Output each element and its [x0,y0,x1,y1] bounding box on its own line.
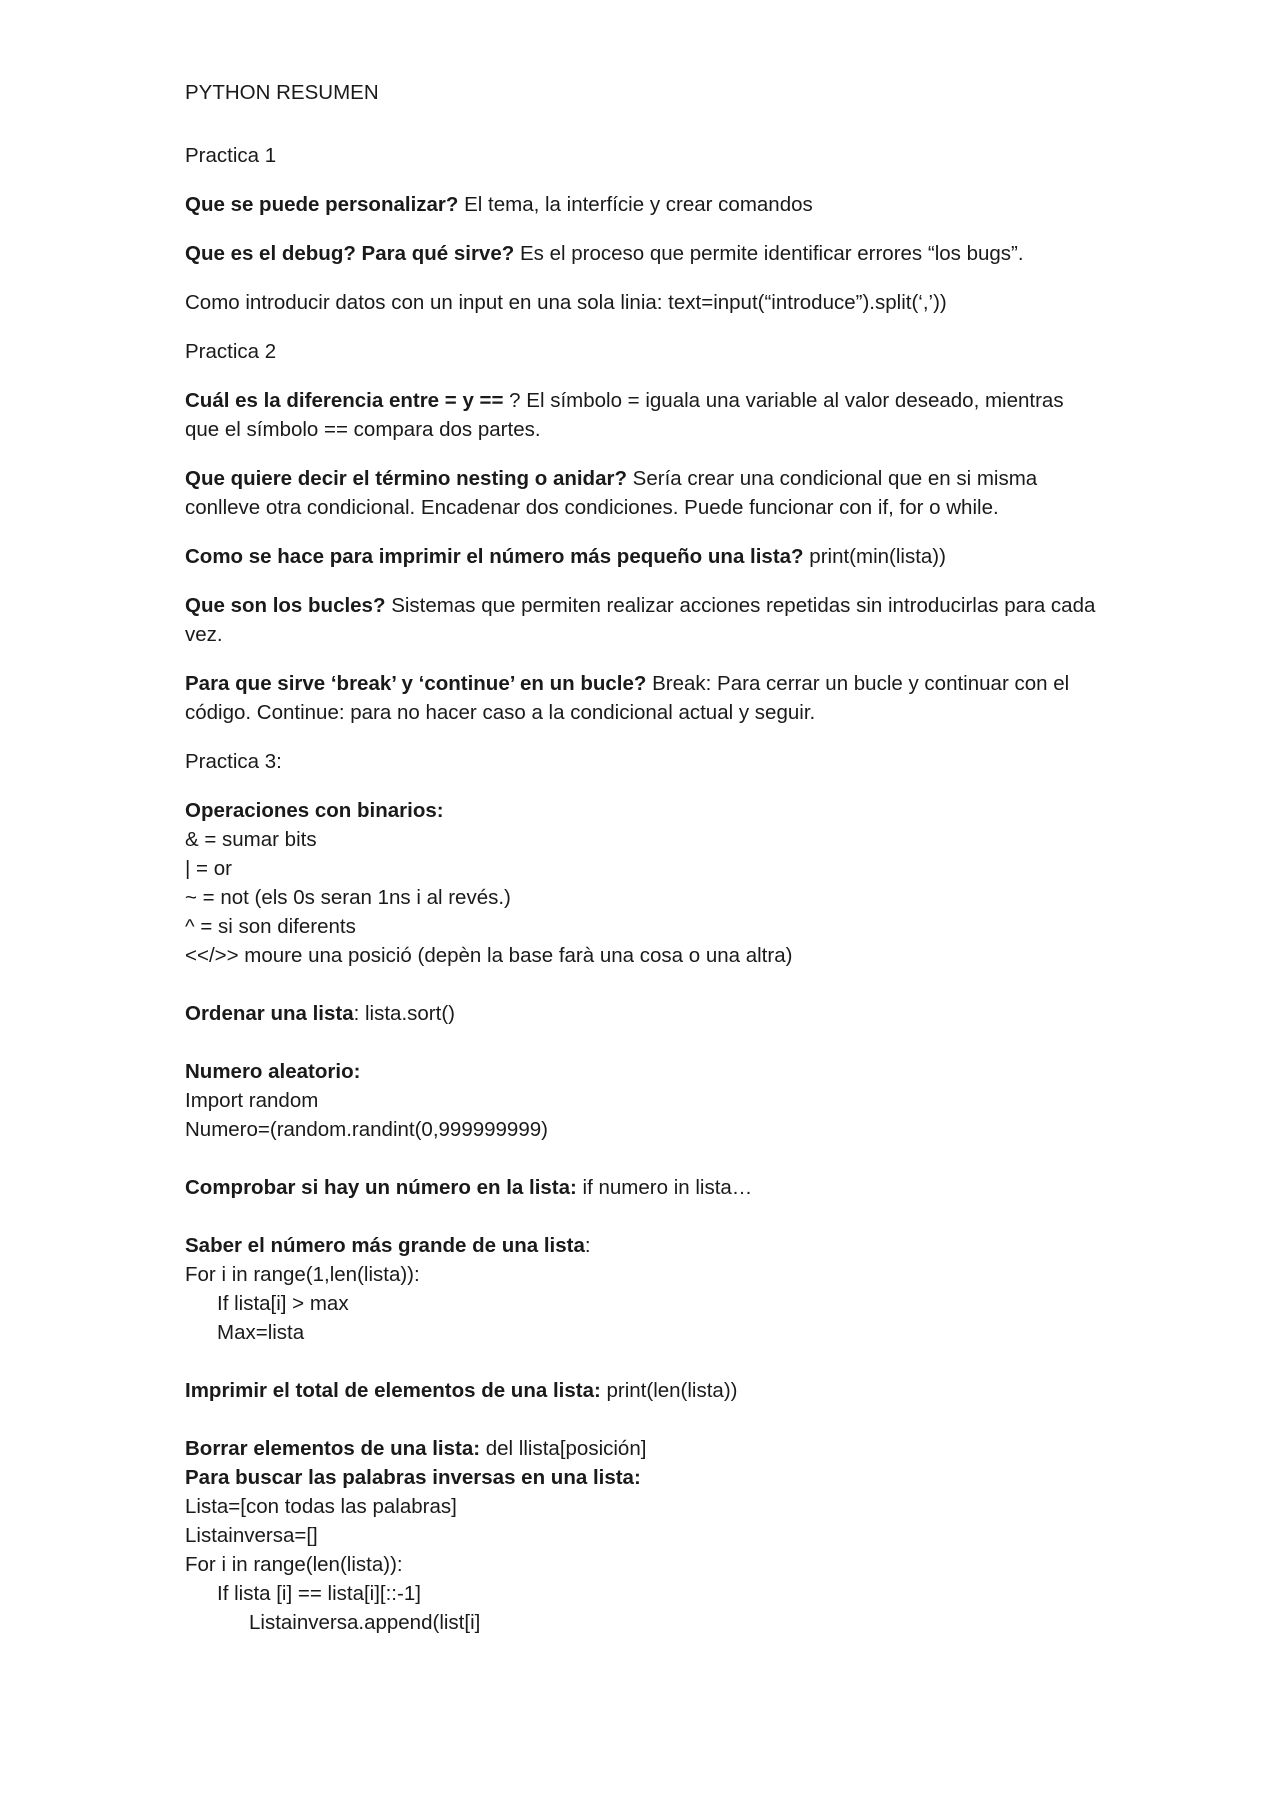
qa-min-lista [185,542,1100,571]
block-total [185,1376,1100,1405]
question: Que quiere decir el término nesting o anidar? [185,467,627,490]
code-line: Listainversa.append(list[i] [249,1611,481,1634]
block-aleatorio [185,1057,1100,1144]
binary-op-line: ~ = not (els 0s seran 1ns i al revés.) [185,886,511,909]
spacer [185,970,1100,999]
code-line: For i in range(len(lista)): [185,1553,403,1576]
binary-op-line: ^ = si son diferents [185,915,356,938]
code-line: Max=lista [217,1321,305,1344]
code-line: Lista=[con todas las palabras] [185,1495,457,1518]
question: Borrar elementos de una lista: [185,1437,481,1460]
binary-op-line: | = or [185,857,232,880]
answer: del llista[posición] [480,1437,647,1460]
question: Para buscar las palabras inversas en una lista: [185,1466,641,1489]
spacer [185,1347,1100,1376]
question: Que es el debug? Para qué sirve? [185,242,515,265]
code-line: Import random [185,1089,319,1112]
block-borrar-inversas [185,1434,1100,1637]
answer: print(min(lista)) [803,545,946,568]
block-binarios [185,796,1100,970]
section-heading-practica-2: Practica 2 [185,340,277,363]
answer: Sería crear una condicional que en si misma conlleve otra condicional. Encadenar dos condiciones. Puede funcionar con if, for o while. [185,467,1038,519]
qa-nesting [185,464,1100,522]
question: Imprimir el total de elementos de una lista: [185,1379,601,1402]
answer: Sistemas que permiten realizar acciones repetidas sin introducirlas para cada vez. [185,594,1096,646]
qa-debug [185,239,1100,268]
question: Ordenar una lista [185,1002,354,1025]
question: Saber el número más grande de una lista [185,1234,585,1257]
answer: : [584,1234,591,1257]
code-line: Numero=(random.randint(0,999999999) [185,1118,548,1141]
qa-diferencia [185,386,1100,444]
code-line: If lista [i] == lista[i][::-1] [217,1582,421,1605]
answer: Break: Para cerrar un bucle y continuar con el código. Continue: para no hacer caso a la condicional actual y seguir. [185,672,1070,724]
block-comprobar [185,1173,1100,1202]
spacer [185,1028,1100,1057]
binary-op-line: & = sumar bits [185,828,317,851]
question: Como se hace para imprimir el número más pequeño una lista? [185,545,804,568]
answer: El tema, la interfície y crear comandos [458,193,813,216]
question: Operaciones con binarios: [185,799,444,822]
question: Numero aleatorio: [185,1060,361,1083]
spacer [185,1144,1100,1173]
code-line: Listainversa=[] [185,1524,318,1547]
code-line: For i in range(1,len(lista)): [185,1263,420,1286]
document-title: PYTHON RESUMEN [185,81,379,104]
question: Que se puede personalizar? [185,193,459,216]
input-split-line: Como introducir datos con un input en una sola linia: text=input(“introduce”).split(‘,’)) [185,291,947,314]
binary-op-line: <</>> moure una posició (depèn la base farà una cosa o una altra) [185,944,793,967]
qa-bucles [185,591,1100,649]
answer: : lista.sort() [353,1002,455,1025]
qa-personalizar [185,190,1100,219]
question: Cuál es la diferencia entre = y == [185,389,504,412]
question: Comprobar si hay un número en la lista: [185,1176,577,1199]
answer: ? El símbolo = iguala una variable al valor deseado, mientras que el símbolo == compara dos partes. [185,389,1064,441]
block-ordenar [185,999,1100,1028]
qa-break-continue [185,669,1100,727]
section-heading-practica-3: Practica 3: [185,750,282,773]
answer: if numero in lista… [576,1176,753,1199]
code-line: If lista[i] > max [217,1292,349,1315]
spacer [185,1202,1100,1231]
answer: Es el proceso que permite identificar errores “los bugs”. [514,242,1024,265]
answer: print(len(lista)) [600,1379,738,1402]
block-mas-grande [185,1231,1100,1347]
section-heading-practica-1: Practica 1 [185,144,277,167]
spacer [185,1405,1100,1434]
question: Para que sirve ‘break’ y ‘continue’ en un bucle? [185,672,647,695]
question: Que son los bucles? [185,594,386,617]
